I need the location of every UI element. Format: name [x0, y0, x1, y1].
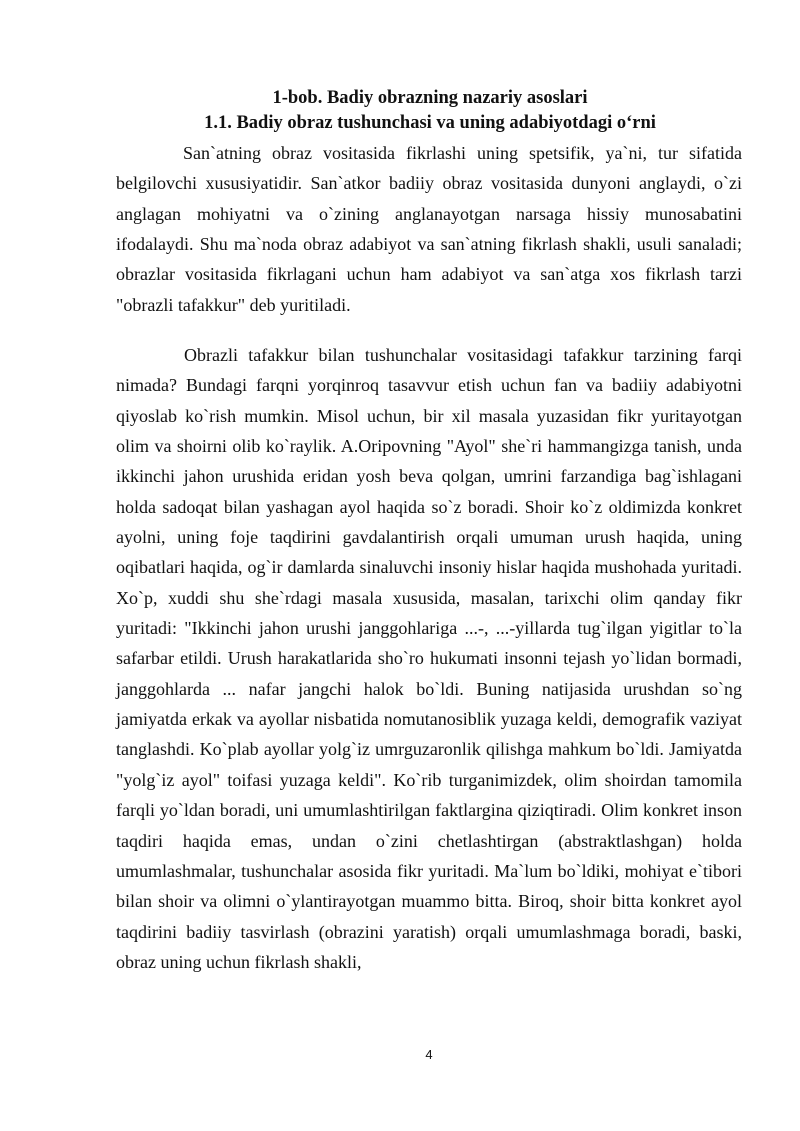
paragraph-1: San`atning obraz vositasida fikrlashi uning spetsifik, ya`ni, tur sifatida belgilovchi xususiyatidir. San`atkor badiiy obraz vositasida dunyoni anglaydi, o`zi anglagan mohiyatni va o`zining anglanayotgan narsaga hissiy munosabatini ifodalaydi. Shu ma`noda obraz adabiyot va san`atning fikrlash shakli, usuli sanaladi; obrazlar vositasida fikrlagani uchun ham adabiyot va san`atga xos fikrlash tarzi "obrazli tafakkur" deb yuritiladi. — [116, 143, 742, 315]
paragraph-2: Obrazli tafakkur bilan tushunchalar vositasidagi tafakkur tarzining farqi nimada? Bundagi farqni yorqinroq tasavvur etish uchun fan va badiiy adabiyotni qiyoslab ko`rish mumkin. Misol uchun, bir xil masala yuzasidan fikr yuritayotgan olim va shoirni olib ko`raylik. A.Oripovning "Ayol" she`ri hammangizga tanish, unda ikkinchi jahon urushida eridan yosh beva qolgan, umrini farzandiga bag`ishlagani holda sadoqat bilan yashagan ayol haqida so`z boradi. Shoir ko`z oldimizda konkret ayolni, uning foje taqdirini gavdalantirish orqali umuman urush haqida, uning oqibatlari haqida, og`ir damlarda sinaluvchi insoniy hislar haqida mushohada yuritadi. Xo`p, xuddi shu she`rdagi masala xususida, masalan, tarixchi olim qanday fikr yuritadi: "Ikkinchi jahon urushi janggohlariga ...-, ...-yillarda tug`ilgan yigitlar to`la safarbar etildi. Urush harakatlarida sho`ro hukumati insonni tejash yo`lidan bormadi, janggohlarda ... nafar jangchi halok bo`ldi. Buning natijasida urushdan so`ng jamiyatda erkak va ayollar nisbatida nomutanosiblik yuzaga keldi, demografik vaziyat tanglashdi. Ko`plab ayollar yolg`iz umrguzaronlik qilishga mahkum bo`ldi. Jamiyatda "yolg`iz ayol" toifasi yuzaga keldi". Ko`rib turganimizdek, olim shoirdan tamomila farqli yo`ldan boradi, uni umumlashtirilgan faktlargina qiziqtiradi. Olim konkret inson taqdiri haqida emas, undan o`zini chetlashtirgan (abstraktlashgan) holda umumlashmalar, tushunchalar asosida fikr yuritadi. Ma`lum bo`ldiki, mohiyat e`tibori bilan shoir va olimni o`ylantirayotgan muammo bitta. Biroq, shoir bitta konkret ayol taqdirini badiiy tasvirlash (obrazini yaratish) orqali umumlashmaga boradi, baski, obraz uning uchun fikrlash shakli, — [116, 345, 742, 972]
chapter-title: 1-bob. Badiy obrazning nazariy asoslari — [272, 88, 588, 108]
page-number: 4 — [425, 1047, 433, 1062]
section-title: 1.1. Badiy obraz tushunchasi va uning adabiyotdagi o‘rni — [204, 113, 656, 133]
